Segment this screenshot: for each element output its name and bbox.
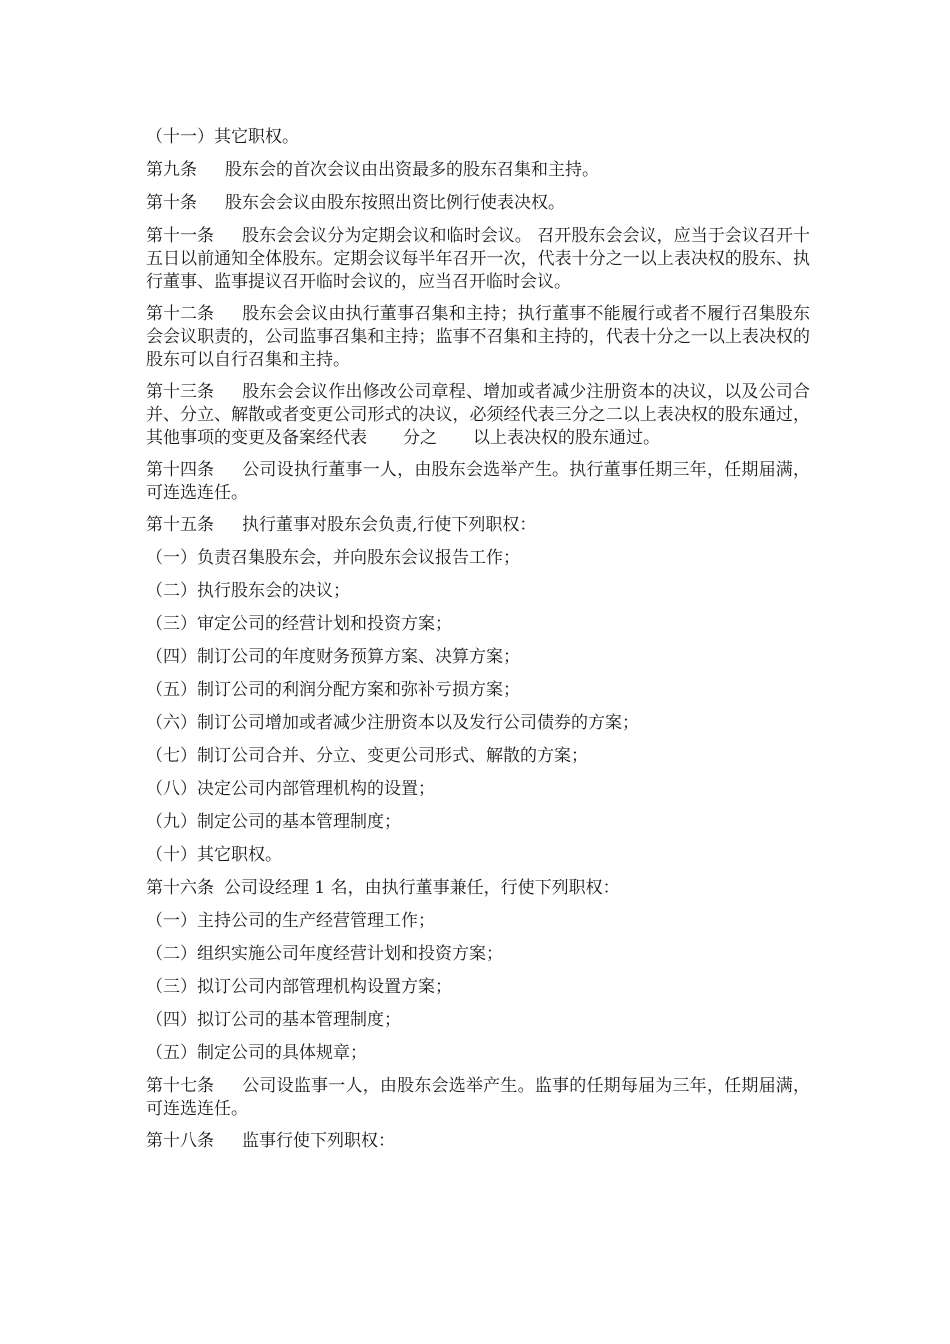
article-number: 第九条	[146, 160, 197, 180]
list-item: （三）拟订公司内部管理机构设置方案；	[146, 977, 452, 997]
list-item: （五）制订公司的利润分配方案和弥补亏损方案；	[146, 680, 520, 700]
list-item: （四）制订公司的年度财务预算方案、决算方案；	[146, 647, 520, 667]
article-18	[146, 1128, 810, 1154]
article-text: 股东会会议作出修改公司章程、增加或者减少注册资本的决议，以及公司合并、分立、解散或者变更公司形式的决议，必须经代表三分之二以上表决权的股东通过，其他事项的变更及备案经代表	[146, 382, 810, 448]
article-text: 股东会会议由执行董事召集和主持；执行董事不能履行或者不履行召集股东会会议职责的，公司监事召集和主持；监事不召集和主持的，代表十分之一以上表决权的股东可以自行召集和主持。	[146, 304, 810, 370]
article-text: 公司设经理 1 名，由执行董事兼任，行使下列职权：	[224, 878, 620, 898]
article-text: 公司设执行董事一人，由股东会选举产生。执行董事任期三年，任期届满，可连选连任。	[146, 460, 810, 503]
article-text: 股东会会议分为定期会议和临时会议。 召开股东会会议，应当于会议召开十五日以前通知全体股东。定期会议每半年召开一次，代表十分之一以上表决权的股东、执行董事、监事提议召开临时会议的，应当召开临时会议。	[146, 226, 810, 292]
article-number: 第十七条	[146, 1076, 214, 1096]
article-15	[146, 512, 810, 538]
list-item: （六）制订公司增加或者减少注册资本以及发行公司债券的方案；	[146, 713, 639, 733]
article-17	[146, 1075, 810, 1121]
article-text: 股东会的首次会议由出资最多的股东召集和主持。	[225, 160, 599, 180]
article-14	[146, 459, 810, 505]
article-text: 股东会会议由股东按照出资比例行使表决权。	[225, 193, 565, 213]
article-13	[146, 381, 810, 450]
article-11	[146, 225, 810, 294]
list-item: （五）制定公司的具体规章；	[146, 1043, 367, 1063]
list-item: （一）主持公司的生产经营管理工作；	[146, 911, 435, 931]
list-item: （四）拟订公司的基本管理制度；	[146, 1010, 401, 1030]
article-text: 分之	[403, 428, 437, 448]
clause-item-11: （十一）其它职权。	[146, 127, 299, 147]
list-item: （一）负责召集股东会，并向股东会议报告工作；	[146, 548, 520, 568]
article-number: 第十六条	[146, 878, 214, 898]
list-item: （七）制订公司合并、分立、变更公司形式、解散的方案；	[146, 746, 588, 766]
article-number: 第十八条	[146, 1131, 214, 1151]
list-item: （三）审定公司的经营计划和投资方案；	[146, 614, 452, 634]
article-number: 第十五条	[146, 515, 214, 535]
article-number: 第十一条	[146, 226, 214, 246]
list-item: （八）决定公司内部管理机构的设置；	[146, 779, 435, 799]
list-item: （二）组织实施公司年度经营计划和投资方案；	[146, 944, 503, 964]
article-text: 以上表决权的股东通过。	[473, 428, 660, 448]
article-text: 执行董事对股东会负责,行使下列职权：	[242, 515, 537, 535]
article-number: 第十四条	[146, 460, 214, 480]
article-9	[146, 157, 810, 183]
document-body	[146, 124, 810, 1154]
list-item: （九）制定公司的基本管理制度；	[146, 812, 401, 832]
article-16	[146, 875, 810, 901]
article-number: 第十三条	[146, 382, 214, 402]
article-number: 第十二条	[146, 304, 214, 324]
article-12	[146, 303, 810, 372]
list-item: （十）其它职权。	[146, 845, 282, 865]
list-item: （二）执行股东会的决议；	[146, 581, 350, 601]
article-10	[146, 190, 810, 216]
article-text: 公司设监事一人，由股东会选举产生。监事的任期每届为三年，任期届满，可连选连任。	[146, 1076, 810, 1119]
article-text: 监事行使下列职权：	[242, 1131, 395, 1151]
article-number: 第十条	[146, 193, 197, 213]
